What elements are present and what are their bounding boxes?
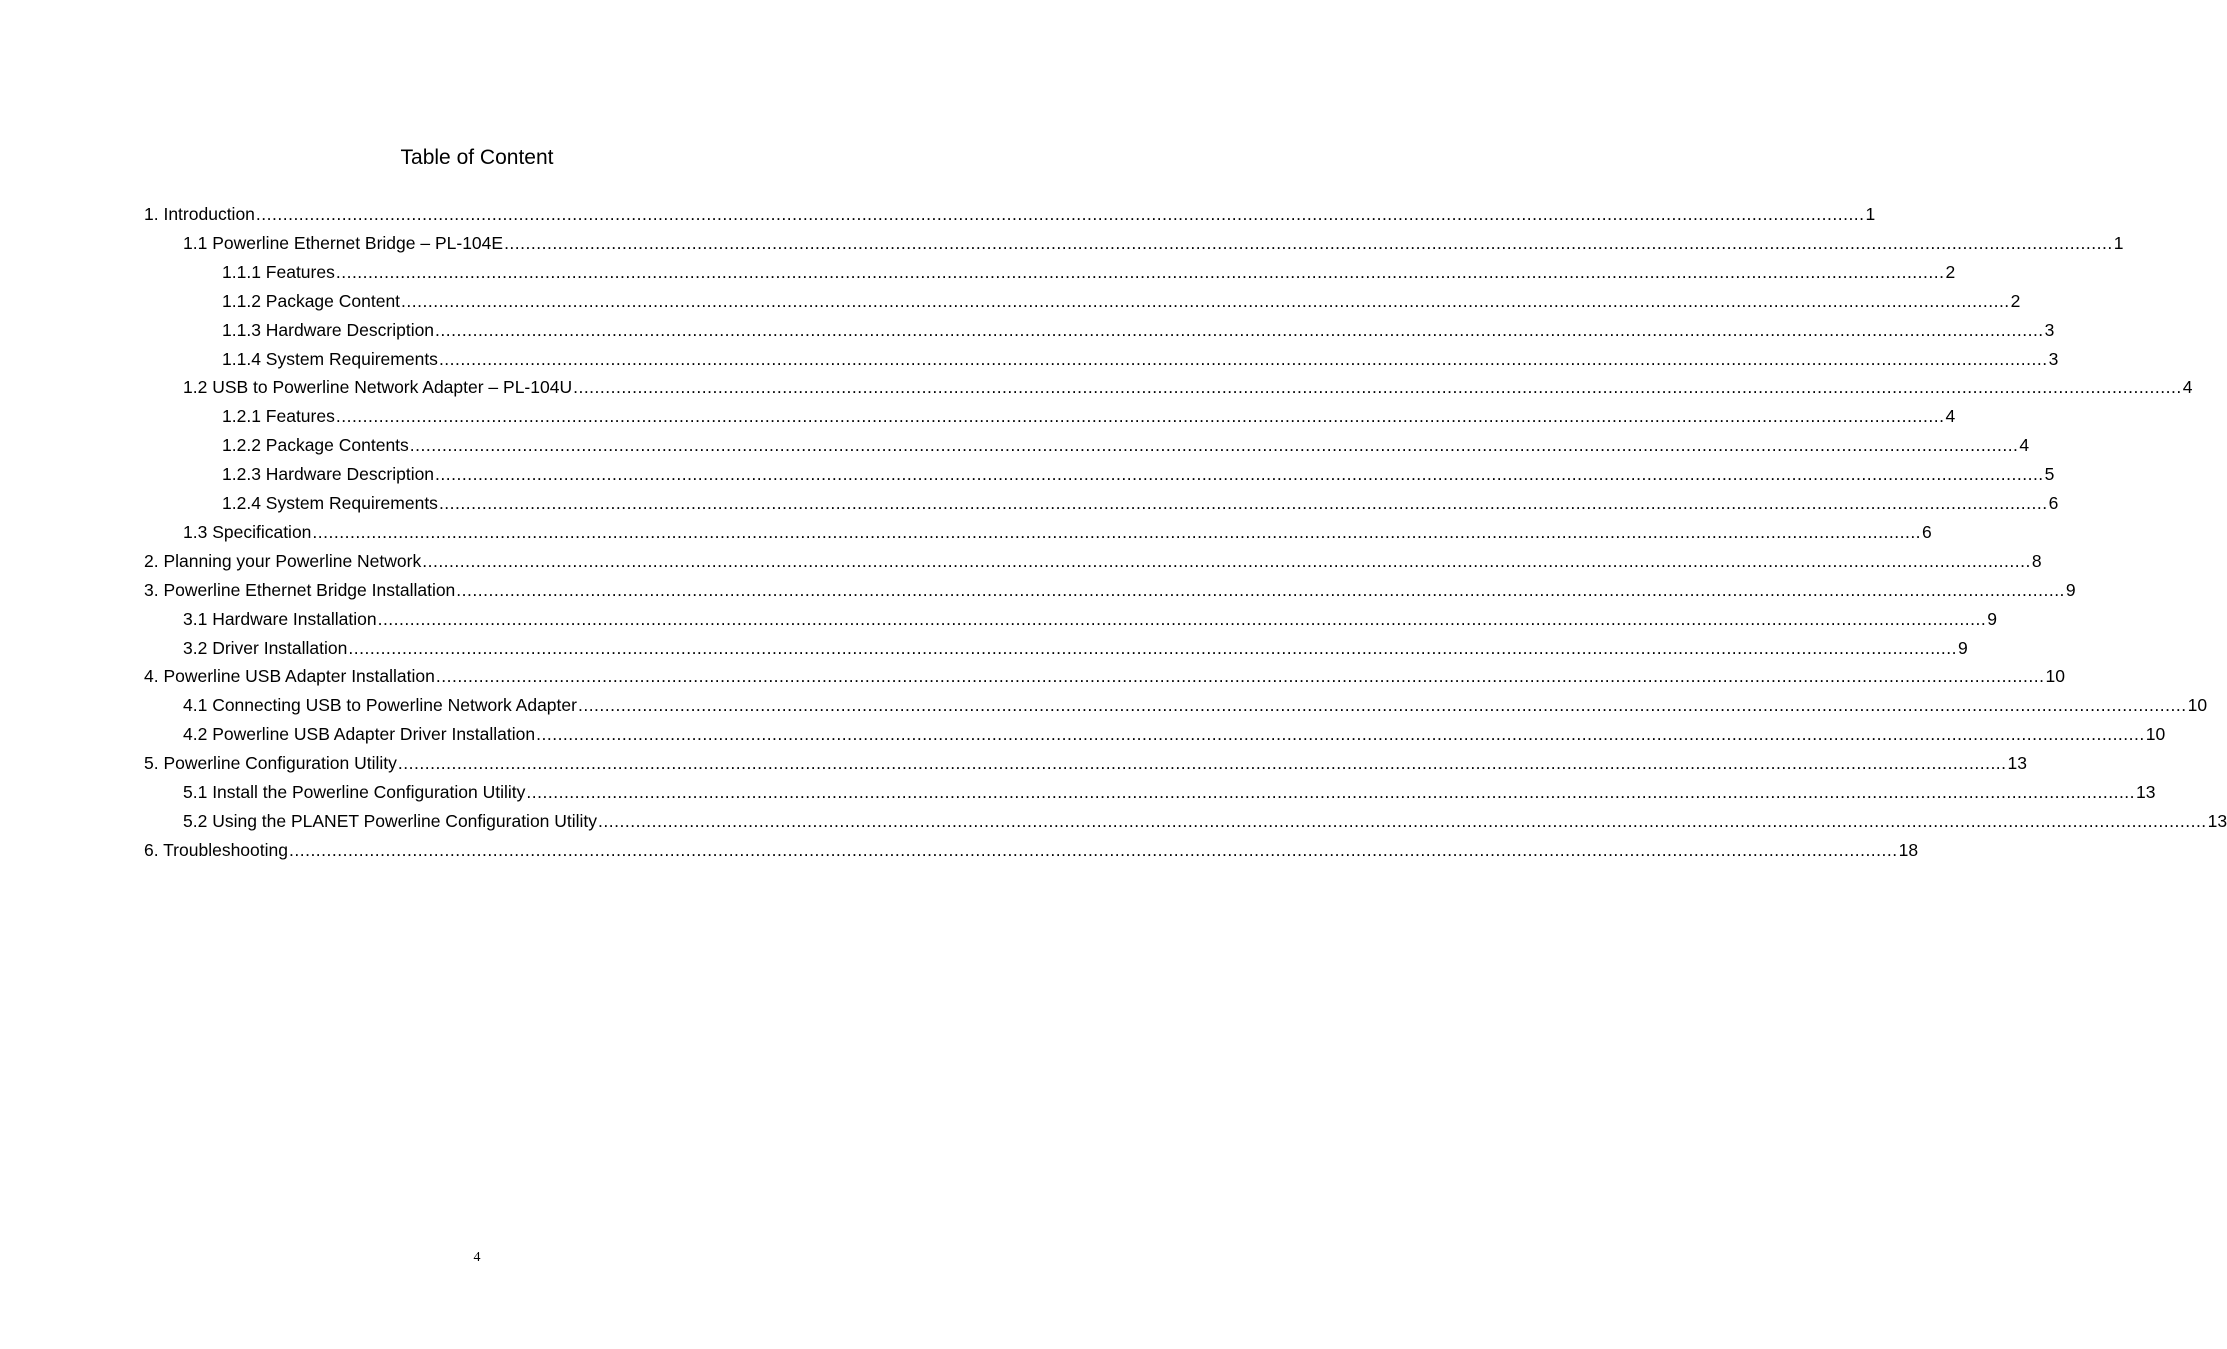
toc-entry-page: 4	[2182, 377, 2193, 398]
toc-entry-page: 13	[2207, 810, 2227, 831]
dot-leader: ............................................................................................................................................................................................................................................................................................................	[435, 319, 2044, 340]
dot-leader: ............................................................................................................................................................................................................................................................................................................	[422, 550, 2031, 571]
toc-entry-label: 2. Planning your Powerline Network	[144, 550, 422, 571]
dot-leader: ............................................................................................................................................................................................................................................................................................................	[598, 810, 2207, 831]
dot-leader: ............................................................................................................................................................................................................................................................................................................	[312, 521, 1922, 542]
toc-entry-label: 5. Powerline Configuration Utility	[144, 753, 397, 774]
toc-entry[interactable]	[222, 345, 2059, 374]
dot-leader: ............................................................................................................................................................................................................................................................................................................	[255, 204, 1865, 224]
dot-leader: ............................................................................................................................................................................................................................................................................................................	[335, 261, 1945, 282]
toc-entry-label: 5.2 Using the PLANET Powerline Configuration Utility	[183, 810, 598, 831]
dot-leader: ............................................................................................................................................................................................................................................................................................................	[438, 348, 2048, 369]
dot-leader: ............................................................................................................................................................................................................................................................................................................	[435, 464, 2044, 485]
toc-entry[interactable]	[183, 634, 1968, 663]
toc-entry[interactable]	[144, 576, 2076, 605]
toc-entry-label: 1.3 Specification	[183, 521, 312, 542]
dot-leader: ............................................................................................................................................................................................................................................................................................................	[504, 232, 2113, 253]
toc-entry[interactable]	[222, 287, 2021, 316]
toc-entry[interactable]	[222, 316, 2055, 345]
dot-leader: ............................................................................................................................................................................................................................................................................................................	[456, 579, 2065, 600]
toc-entry[interactable]	[222, 431, 2030, 460]
toc-entry-label: 1.2.1 Features	[222, 406, 335, 427]
toc-entry-page: 2	[1945, 261, 1956, 282]
toc-entry-page: 5	[2044, 464, 2055, 485]
toc-entry-page: 1	[1865, 204, 1876, 224]
toc-entry-page: 1	[2113, 232, 2124, 253]
toc-entry-label: 4. Powerline USB Adapter Installation	[144, 666, 435, 687]
toc-entry-label: 1.1.3 Hardware Description	[222, 319, 435, 340]
toc-entry-label: 5.1 Install the Powerline Configuration Utility	[183, 782, 526, 802]
dot-leader: ............................................................................................................................................................................................................................................................................................................	[348, 637, 1958, 658]
dot-leader: ............................................................................................................................................................................................................................................................................................................	[377, 608, 1987, 629]
toc-entry-label: 1.2.3 Hardware Description	[222, 464, 435, 485]
toc-entry-label: 6. Troubleshooting	[144, 839, 288, 860]
toc-entry[interactable]	[222, 460, 2055, 489]
dot-leader: ............................................................................................................................................................................................................................................................................................................	[401, 290, 2010, 311]
toc-entry[interactable]	[183, 691, 2208, 720]
toc-entry-label: 4.2 Powerline USB Adapter Driver Installation	[183, 724, 536, 745]
toc-entry-page: 10	[2045, 666, 2065, 687]
dot-leader: ............................................................................................................................................................................................................................................................................................................	[526, 782, 2136, 802]
toc-entry-page: 13	[2136, 782, 2156, 802]
dot-leader: ............................................................................................................................................................................................................................................................................................................	[409, 435, 2019, 456]
toc-entry-page: 9	[1958, 637, 1968, 658]
page-title: Table of Content	[400, 146, 554, 169]
toc-entry[interactable]	[222, 402, 1956, 431]
toc-entry-label: 1.2.4 System Requirements	[222, 493, 438, 513]
dot-leader: ............................................................................................................................................................................................................................................................................................................	[397, 753, 2007, 774]
toc-entry[interactable]	[144, 836, 1919, 865]
toc-entry[interactable]	[222, 489, 2059, 518]
toc-entry-label: 3. Powerline Ethernet Bridge Installation	[144, 579, 456, 600]
toc-entry-page: 6	[1922, 521, 1932, 542]
toc-entry-page: 3	[2048, 348, 2059, 369]
toc-entry-label: 1.1.1 Features	[222, 261, 335, 282]
toc-entry-page: 10	[2187, 695, 2208, 716]
dot-leader: ............................................................................................................................................................................................................................................................................................................	[438, 493, 2048, 513]
toc-entry-page: 9	[2065, 579, 2076, 600]
toc-entry-page: 13	[2007, 753, 2027, 774]
toc-entry-label: 1.1.4 System Requirements	[222, 348, 438, 369]
toc-entry-page: 2	[2010, 290, 2021, 311]
dot-leader: ............................................................................................................................................................................................................................................................................................................	[435, 666, 2045, 687]
dot-leader: ............................................................................................................................................................................................................................................................................................................	[335, 406, 1945, 427]
dot-leader: ............................................................................................................................................................................................................................................................................................................	[536, 724, 2145, 745]
toc-entry-label: 1.2.2 Package Contents	[222, 435, 409, 456]
toc-entry-page: 4	[1945, 406, 1956, 427]
toc-entry[interactable]	[183, 720, 2166, 749]
page-number: 4	[473, 1250, 481, 1265]
toc-entry-label: 1.1 Powerline Ethernet Bridge – PL-104E	[183, 232, 504, 253]
toc-entry-page: 6	[2048, 493, 2059, 513]
toc-entry[interactable]	[183, 229, 2124, 258]
toc-entry-label: 1. Introduction	[144, 204, 255, 224]
dot-leader: ............................................................................................................................................................................................................................................................................................................	[573, 377, 2182, 398]
toc-entry-page: 4	[2019, 435, 2030, 456]
toc-entry[interactable]	[144, 547, 2042, 576]
toc-entry-page: 3	[2044, 319, 2055, 340]
toc-entry-label: 3.2 Driver Installation	[183, 637, 348, 658]
toc-entry-label: 1.1.2 Package Content	[222, 290, 401, 311]
toc-entry[interactable]	[183, 778, 2156, 807]
toc-entry-page: 9	[1987, 608, 1997, 629]
toc-entry[interactable]	[183, 518, 1932, 547]
toc-entry-page: 10	[2145, 724, 2166, 745]
toc-entry[interactable]	[144, 749, 2027, 778]
toc-entry-label: 3.1 Hardware Installation	[183, 608, 377, 629]
toc-entry[interactable]	[144, 200, 1876, 229]
toc-entry-page: 8	[2031, 550, 2042, 571]
toc-entry-label: 4.1 Connecting USB to Powerline Network Adapter	[183, 695, 577, 716]
dot-leader: ............................................................................................................................................................................................................................................................................................................	[577, 695, 2187, 716]
toc-entry-page: 18	[1898, 839, 1919, 860]
toc-entry[interactable]	[183, 373, 2193, 402]
toc-entry[interactable]	[183, 605, 1997, 634]
toc-entry-label: 1.2 USB to Powerline Network Adapter – PL-104U	[183, 377, 573, 398]
toc-entry[interactable]	[183, 807, 2227, 836]
toc-entry[interactable]	[144, 662, 2065, 691]
dot-leader: ............................................................................................................................................................................................................................................................................................................	[289, 839, 1898, 860]
toc-entry[interactable]	[222, 258, 1956, 287]
